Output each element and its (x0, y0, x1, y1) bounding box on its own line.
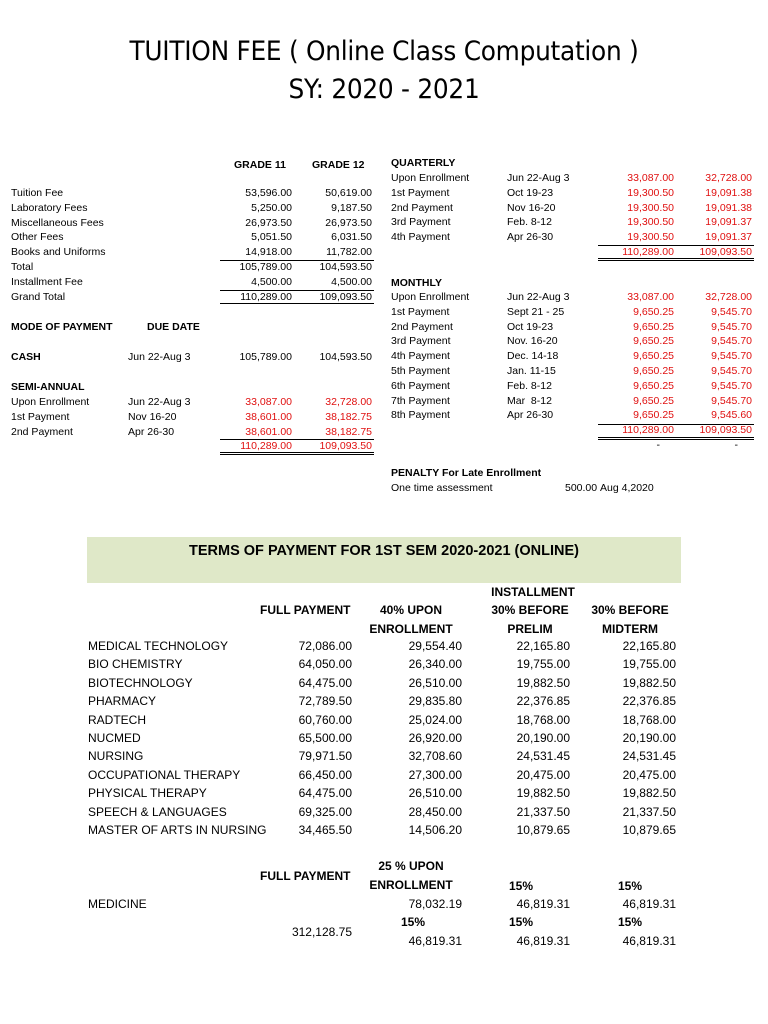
fee-label: Miscellaneous Fees (11, 216, 104, 229)
program-name: MEDICAL TECHNOLOGY (88, 639, 229, 653)
monthly-g12: 9,545.60 (711, 409, 752, 422)
full-value: 72,789.50 (298, 694, 352, 709)
program-name: RADTECH (88, 712, 147, 727)
p30a-value: 24,531.45 (516, 749, 570, 764)
p40-value: 28,450.00 (408, 804, 462, 819)
semi-g11: 33,087.00 (245, 396, 292, 408)
quarterly-date: Apr 26-30 (507, 231, 554, 244)
p30b-value: 18,768.00 (622, 712, 676, 727)
quarterly-g12-values (680, 171, 752, 260)
divider (220, 290, 374, 291)
monthly-g12: 9,545.70 (711, 305, 752, 318)
monthly-label: 5th Payment (391, 364, 450, 377)
quarterly-g12: 32,728.00 (705, 172, 752, 184)
divider (598, 437, 754, 438)
p30b-header-1: 30% BEFORE (591, 603, 669, 617)
monthly-g11: 9,650.25 (633, 364, 674, 377)
p40-value: 14,506.20 (408, 822, 462, 837)
quarterly-g11: 19,300.50 (627, 186, 674, 199)
monthly-g11: 9,650.25 (633, 350, 674, 363)
grade11-values (220, 186, 292, 304)
semi-g12: 109,093.50 (319, 440, 372, 453)
monthly-date: Dec. 14-18 (507, 350, 559, 363)
full-value: 64,475.00 (298, 675, 352, 690)
full-payment-values (270, 637, 352, 839)
g12-value: 4,500.00 (331, 275, 372, 288)
monthly-g12: 9,545.70 (711, 394, 752, 407)
program-name: NUCMED (88, 730, 141, 745)
p30b-value: 19,882.50 (622, 675, 676, 690)
grade11-header: GRADE 11 (234, 159, 286, 171)
p40-header-2: ENROLLMENT (369, 622, 453, 636)
monthly-g12: 32,728.00 (705, 291, 752, 303)
p30a-header-1: 30% BEFORE (491, 603, 569, 617)
semi-g11: 38,601.00 (245, 425, 292, 438)
g12-value: 9,187.50 (331, 201, 372, 214)
quarterly-date: Jun 22-Aug 3 (507, 172, 570, 184)
semi-dues (128, 395, 190, 439)
monthly-g12: 9,545.70 (711, 335, 752, 348)
terms-title-band (87, 537, 681, 583)
monthly-date: Sept 21 - 25 (507, 305, 565, 318)
monthly-g12: 9,545.70 (711, 364, 752, 377)
divider (220, 303, 374, 304)
divider (598, 245, 754, 246)
p30a-value: 10,879.65 (516, 822, 570, 837)
p30a-value: 19,882.50 (516, 675, 570, 690)
program-name: BIOTECHNOLOGY (88, 675, 193, 690)
g12-value: 109,093.50 (319, 290, 372, 303)
fee-label: Tuition Fee (11, 187, 64, 199)
p30b-values (594, 637, 676, 839)
p30a-values (488, 637, 570, 839)
monthly-g11: 110,289.00 (622, 424, 674, 437)
medicine-p25-value: 78,032.19 (408, 897, 462, 911)
full-value: 72,086.00 (298, 639, 352, 653)
quarterly-header: QUARTERLY (391, 157, 456, 169)
full-value: 34,465.50 (298, 822, 352, 837)
fee-label: Installment Fee (11, 275, 83, 288)
p30a-value: 19,755.00 (516, 657, 570, 672)
quarterly-labels (391, 171, 469, 245)
semi-due: Nov 16-20 (128, 410, 177, 423)
cash-g11: 105,789.00 (239, 351, 292, 363)
quarterly-g11-values (600, 171, 674, 260)
grade12-values (300, 186, 372, 304)
quarterly-g11: 19,300.50 (627, 216, 674, 229)
fee-label: Other Fees (11, 231, 64, 244)
p30b-value: 22,376.85 (622, 694, 676, 709)
monthly-date: Apr 26-30 (507, 409, 554, 422)
p40-value: 32,708.60 (408, 749, 462, 764)
semi-g12: 38,182.75 (325, 425, 372, 438)
p40-value: 26,340.00 (408, 657, 462, 672)
monthly-date: Nov. 16-20 (507, 335, 558, 348)
semi-g11: 38,601.00 (245, 410, 292, 423)
g11-value: 105,789.00 (239, 260, 292, 273)
fee-label: Books and Uniforms (11, 246, 106, 259)
p40-value: 26,510.00 (408, 786, 462, 801)
semi-g12-values (300, 395, 372, 454)
medicine-full-header: FULL PAYMENT (260, 869, 351, 883)
g12-value: 50,619.00 (325, 187, 372, 199)
semi-g11-values (220, 395, 292, 454)
p25-header-2: ENROLLMENT (369, 878, 453, 892)
monthly-g11: 33,087.00 (627, 291, 674, 303)
divider (220, 452, 374, 453)
quarterly-g12: 109,093.50 (699, 245, 752, 258)
quarterly-label: 1st Payment (391, 186, 450, 199)
monthly-label: 2nd Payment (391, 320, 453, 333)
p40-values (380, 637, 462, 839)
monthly-g11: 9,650.25 (633, 409, 674, 422)
p30a-header-2: PRELIM (507, 622, 553, 636)
p30b-value: 20,475.00 (622, 767, 676, 782)
medicine-p15-value-b: 46,819.31 (516, 934, 570, 948)
p40-value: 27,300.00 (408, 767, 462, 782)
monthly-date: Jan. 11-15 (507, 364, 556, 377)
divider (598, 260, 754, 261)
quarterly-dates (507, 171, 569, 245)
medicine-p15-value-c: 46,819.31 (622, 934, 676, 948)
p30b-value: 10,879.65 (622, 822, 676, 837)
p30b-value: 19,882.50 (622, 786, 676, 801)
semi-g12: 32,728.00 (325, 396, 372, 408)
full-payment-header: FULL PAYMENT (260, 603, 351, 617)
p40-value: 26,510.00 (408, 675, 462, 690)
monthly-g12-values (680, 290, 752, 453)
g11-value: 26,973.50 (245, 216, 292, 229)
p25-header-1: 25 % UPON (378, 859, 444, 873)
divider (220, 439, 374, 440)
g12-value: 104,593.50 (319, 260, 372, 273)
divider (598, 439, 754, 440)
monthly-g12: 9,545.70 (711, 379, 752, 392)
monthly-date: Oct 19-23 (507, 320, 554, 333)
semi-due: Apr 26-30 (128, 425, 175, 438)
penalty-label: One time assessment (391, 482, 493, 494)
quarterly-date: Nov 16-20 (507, 201, 556, 214)
program-name: SPEECH & LANGUAGES (88, 804, 227, 819)
monthly-label: 1st Payment (391, 305, 450, 318)
cash-due: Jun 22-Aug 3 (128, 351, 191, 363)
p30b-value: 24,531.45 (622, 749, 676, 764)
semi-label: 1st Payment (11, 410, 70, 423)
monthly-g11: 9,650.25 (633, 305, 674, 318)
p30a-value: 22,165.80 (516, 639, 570, 653)
p30b-value: 20,190.00 (622, 730, 676, 745)
quarterly-label: Upon Enrollment (391, 172, 470, 184)
g11-value: 4,500.00 (251, 275, 292, 288)
medicine-p15-value-a: 46,819.31 (408, 934, 462, 948)
installment-header: INSTALLMENT (491, 585, 575, 599)
program-names (88, 637, 266, 839)
program-name: PHARMACY (88, 694, 157, 709)
divider (220, 454, 374, 455)
medicine-p15a-value: 46,819.31 (516, 897, 570, 911)
monthly-label: 8th Payment (391, 409, 450, 422)
g12-value: 6,031.50 (331, 231, 372, 244)
p40-value: 26,920.00 (408, 730, 462, 745)
monthly-label: 6th Payment (391, 379, 450, 392)
quarterly-g12: 19,091.37 (705, 216, 752, 229)
full-value: 60,760.00 (298, 712, 352, 727)
program-name: OCCUPATIONAL THERAPY (88, 767, 241, 782)
quarterly-g11: 19,300.50 (627, 231, 674, 244)
divider (598, 424, 754, 425)
monthly-date: Feb. 8-12 (507, 379, 552, 392)
program-name: PHYSICAL THERAPY (88, 786, 207, 801)
full-value: 65,500.00 (298, 730, 352, 745)
medicine-p15-header: 15% (401, 915, 426, 929)
p30a-value: 22,376.85 (516, 694, 570, 709)
quarterly-g12: 19,091.37 (705, 231, 752, 244)
cash-label: CASH (11, 351, 41, 363)
p30b-header-2: MIDTERM (602, 622, 658, 636)
quarterly-label: 4th Payment (391, 231, 450, 244)
p40-value: 25,024.00 (408, 712, 462, 727)
monthly-label: 3rd Payment (391, 335, 451, 348)
penalty-date: Aug 4,2020 (600, 482, 654, 494)
medicine-p15c-header: 15% (618, 915, 643, 929)
p30b-value: 21,337.50 (622, 804, 676, 819)
medicine-label: MEDICINE (88, 897, 147, 911)
p30a-value: 18,768.00 (516, 712, 570, 727)
p40-value: 29,835.80 (408, 694, 462, 709)
monthly-g11: - (656, 438, 660, 451)
p30a-value: 20,475.00 (516, 767, 570, 782)
semi-g12: 38,182.75 (325, 410, 372, 423)
p30b-value: 22,165.80 (622, 639, 676, 653)
fee-label: Laboratory Fees (11, 201, 88, 214)
quarterly-date: Feb. 8-12 (507, 216, 552, 229)
g11-value: 5,051.50 (251, 231, 292, 244)
quarterly-g11: 19,300.50 (627, 201, 674, 214)
terms-title: TERMS OF PAYMENT FOR 1ST SEM 2020-2021 (ONLINE) (189, 543, 579, 559)
g11-value: 5,250.00 (251, 201, 292, 214)
g11-value: 110,289.00 (240, 290, 292, 303)
quarterly-date: Oct 19-23 (507, 186, 554, 199)
semi-label: Upon Enrollment (11, 396, 90, 408)
monthly-date: Jun 22-Aug 3 (507, 291, 570, 303)
monthly-g11: 9,650.25 (633, 379, 674, 392)
semi-annual-header: SEMI-ANNUAL (11, 381, 85, 393)
cash-g12: 104,593.50 (319, 351, 372, 363)
monthly-g11: 9,650.25 (633, 335, 674, 348)
penalty-header: PENALTY For Late Enrollment (391, 467, 542, 479)
monthly-g12: 9,545.70 (711, 350, 752, 363)
p30a-value: 19,882.50 (516, 786, 570, 801)
semi-label: 2nd Payment (11, 425, 73, 438)
page-title-line2: SY: 2020 - 2021 (288, 74, 480, 105)
full-value: 69,325.00 (298, 804, 352, 819)
full-value: 79,971.50 (298, 749, 352, 764)
p30b-value: 19,755.00 (622, 657, 676, 672)
due-date-header: DUE DATE (147, 321, 200, 333)
p15a-header: 15% (509, 879, 534, 893)
monthly-label: Upon Enrollment (391, 291, 470, 303)
p15b-header: 15% (618, 879, 643, 893)
monthly-g11-values (600, 290, 674, 453)
p40-header-1: 40% UPON (379, 603, 443, 617)
semi-labels (11, 395, 89, 439)
quarterly-g12: 19,091.38 (705, 201, 752, 214)
monthly-g11: 9,650.25 (633, 320, 674, 333)
medicine-p15b-value: 46,819.31 (622, 897, 676, 911)
g12-value: 11,782.00 (326, 246, 372, 259)
program-name: BIO CHEMISTRY (88, 657, 183, 672)
mode-header: MODE OF PAYMENT (11, 321, 113, 333)
medicine-full-value: 312,128.75 (291, 925, 352, 939)
divider (220, 260, 374, 261)
quarterly-g11: 33,087.00 (627, 172, 674, 184)
full-value: 66,450.00 (298, 767, 352, 782)
program-name: MASTER OF ARTS IN NURSING (88, 822, 267, 837)
g11-value: 53,596.00 (245, 187, 292, 199)
fee-label: Total (11, 260, 34, 273)
full-value: 64,050.00 (298, 657, 352, 672)
monthly-labels (391, 290, 469, 423)
p30a-value: 21,337.50 (516, 804, 570, 819)
grade12-header: GRADE 12 (312, 159, 365, 171)
full-value: 64,475.00 (298, 786, 352, 801)
monthly-date: Mar 8-12 (507, 394, 552, 407)
monthly-header: MONTHLY (391, 277, 442, 289)
penalty-amount: 500.00 (565, 482, 598, 494)
fee-label: Grand Total (11, 290, 66, 303)
monthly-g11: 9,650.25 (633, 394, 674, 407)
g11-value: 14,918.00 (245, 246, 292, 259)
monthly-g12: - (734, 438, 738, 451)
p30a-value: 20,190.00 (516, 730, 570, 745)
monthly-g12: 9,545.70 (711, 320, 752, 333)
g12-value: 26,973.50 (325, 216, 372, 229)
monthly-label: 4th Payment (391, 350, 450, 363)
quarterly-g11: 110,289.00 (622, 245, 674, 258)
fee-labels (11, 186, 106, 304)
program-name: NURSING (88, 749, 144, 764)
semi-g11: 110,289.00 (240, 440, 292, 453)
quarterly-label: 2nd Payment (391, 201, 453, 214)
medicine-p15b-header: 15% (509, 915, 534, 929)
p40-value: 29,554.40 (408, 639, 462, 653)
semi-due: Jun 22-Aug 3 (128, 396, 191, 408)
monthly-dates (507, 290, 569, 423)
quarterly-g12: 19,091.38 (705, 186, 752, 199)
page-title-line1: TUITION FEE ( Online Class Computation ) (129, 36, 639, 67)
monthly-g12: 109,093.50 (699, 424, 752, 437)
quarterly-label: 3rd Payment (391, 216, 451, 229)
monthly-label: 7th Payment (391, 394, 450, 407)
divider (598, 258, 754, 259)
